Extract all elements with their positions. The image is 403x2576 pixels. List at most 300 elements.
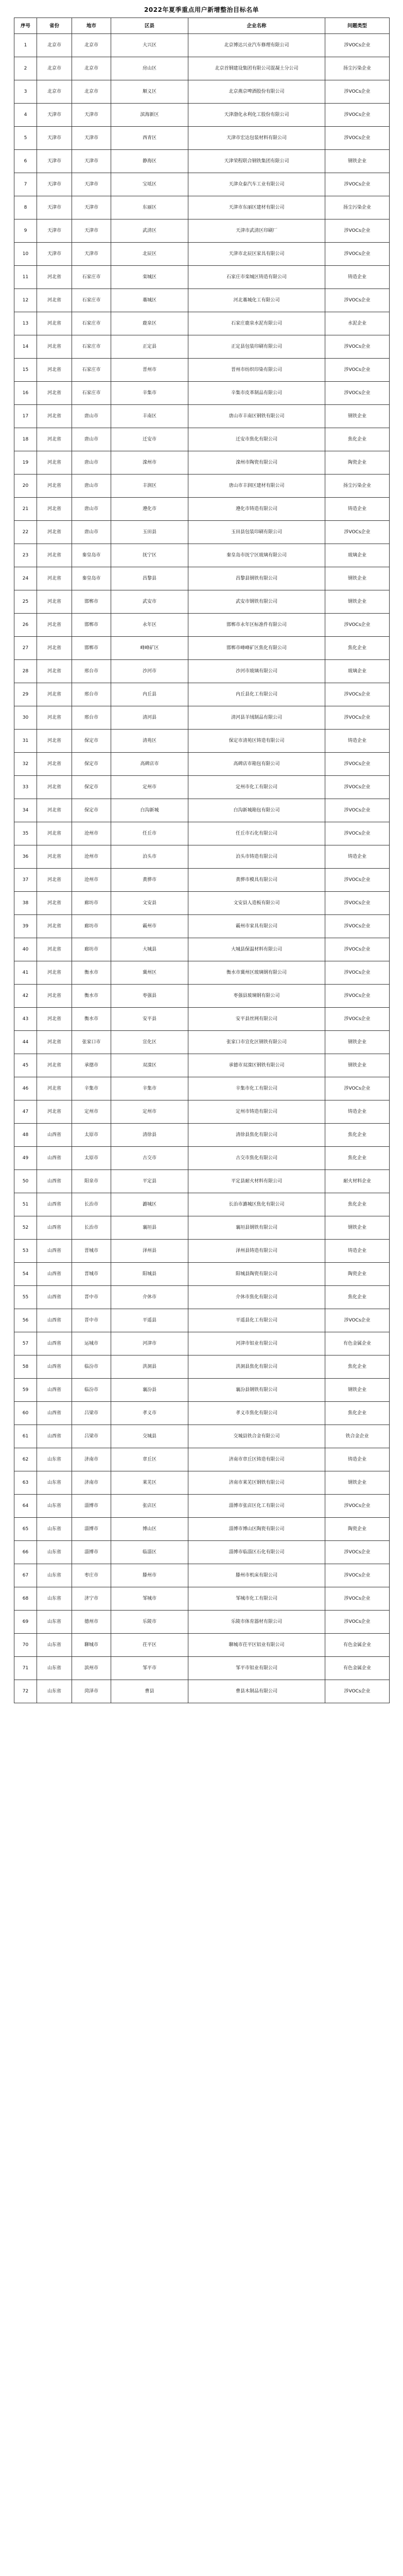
cell-city: 天津市 [72,104,111,127]
cell-province: 山西省 [37,1379,72,1402]
cell-index: 40 [14,938,37,961]
cell-issue-type: 水泥企业 [325,312,390,335]
cell-province: 山东省 [37,1518,72,1541]
cell-index: 64 [14,1495,37,1518]
cell-company: 定州市铸造有限公司 [188,1100,325,1124]
cell-company: 泽州县铸造有限公司 [188,1240,325,1263]
table-row [14,869,389,892]
cell-district: 东丽区 [111,196,188,219]
cell-issue-type: 钢铁企业 [325,590,390,614]
cell-index: 57 [14,1332,37,1355]
cell-city: 邯郸市 [72,637,111,660]
cell-company: 天津渤化永利化工股份有限公司 [188,104,325,127]
cell-index: 56 [14,1309,37,1332]
cell-district: 西青区 [111,127,188,150]
cell-issue-type: 涉VOCs企业 [325,382,390,405]
table-row [14,1657,389,1680]
cell-index: 20 [14,474,37,498]
cell-district: 宝坻区 [111,173,188,196]
cell-district: 泽州县 [111,1240,188,1263]
cell-province: 河北省 [37,1100,72,1124]
cell-company: 襄垣县钢铁有限公司 [188,1216,325,1240]
cell-index: 35 [14,822,37,845]
cell-index: 28 [14,660,37,683]
cell-index: 25 [14,590,37,614]
cell-district: 任丘市 [111,822,188,845]
cell-company: 泊头市铸造有限公司 [188,845,325,869]
cell-district: 河津市 [111,1332,188,1355]
cell-district: 清河县 [111,706,188,730]
cell-issue-type: 玻璃企业 [325,660,390,683]
cell-issue-type: 钢铁企业 [325,1054,390,1077]
cell-city: 石家庄市 [72,382,111,405]
cell-issue-type: 涉VOCs企业 [325,614,390,637]
cell-company: 清河县羊绒制品有限公司 [188,706,325,730]
cell-province: 河北省 [37,776,72,799]
cell-district: 泊头市 [111,845,188,869]
cell-district: 洪洞县 [111,1355,188,1379]
cell-issue-type: 涉VOCs企业 [325,1564,390,1587]
table-row [14,660,389,683]
cell-province: 河北省 [37,451,72,474]
cell-district: 博山区 [111,1518,188,1541]
cell-district: 滨海新区 [111,104,188,127]
cell-company: 遵化市铸造有限公司 [188,498,325,521]
cell-city: 邯郸市 [72,590,111,614]
cell-city: 廊坊市 [72,892,111,915]
table-row [14,405,389,428]
cell-city: 邯郸市 [72,614,111,637]
cell-company: 武安市钢铁有限公司 [188,590,325,614]
cell-province: 北京市 [37,57,72,80]
table-row [14,382,389,405]
cell-city: 淄博市 [72,1541,111,1564]
cell-issue-type: 扬尘污染企业 [325,474,390,498]
cell-city: 天津市 [72,150,111,173]
cell-province: 天津市 [37,127,72,150]
cell-province: 山西省 [37,1402,72,1425]
cell-issue-type: 涉VOCs企业 [325,80,390,104]
cell-index: 45 [14,1054,37,1077]
cell-index: 29 [14,683,37,706]
cell-index: 32 [14,753,37,776]
cell-index: 31 [14,730,37,753]
cell-province: 河北省 [37,683,72,706]
cell-city: 临汾市 [72,1379,111,1402]
table-row [14,1518,389,1541]
cell-province: 山东省 [37,1611,72,1634]
cell-index: 22 [14,521,37,544]
cell-company: 邯郸市永年区标准件有限公司 [188,614,325,637]
cell-province: 河北省 [37,915,72,938]
cell-province: 河北省 [37,869,72,892]
cell-province: 山西省 [37,1170,72,1193]
cell-city: 邢台市 [72,706,111,730]
table-row [14,312,389,335]
cell-district: 正定县 [111,335,188,359]
cell-issue-type: 钢铁企业 [325,150,390,173]
cell-company: 枣强县玻璃钢有限公司 [188,985,325,1008]
cell-index: 39 [14,915,37,938]
table-row [14,845,389,869]
table-row [14,1008,389,1031]
cell-city: 天津市 [72,127,111,150]
table-row [14,915,389,938]
cell-issue-type: 涉VOCs企业 [325,683,390,706]
cell-district: 滦州市 [111,451,188,474]
cell-city: 德州市 [72,1611,111,1634]
cell-issue-type: 涉VOCs企业 [325,938,390,961]
cell-company: 河北藁城化工有限公司 [188,289,325,312]
cell-city: 廊坊市 [72,938,111,961]
cell-issue-type: 铁合金企业 [325,1425,390,1448]
cell-index: 72 [14,1680,37,1703]
cell-city: 淄博市 [72,1495,111,1518]
cell-province: 山西省 [37,1309,72,1332]
cell-index: 50 [14,1170,37,1193]
cell-district: 霸州市 [111,915,188,938]
cell-index: 36 [14,845,37,869]
header-company: 企业名称 [188,18,325,34]
table-body [14,34,389,1703]
cell-issue-type: 焦化企业 [325,428,390,451]
cell-company: 阳城县陶瓷有限公司 [188,1263,325,1286]
cell-district: 潞城区 [111,1193,188,1216]
table-row [14,683,389,706]
cell-city: 邢台市 [72,660,111,683]
table-row [14,1379,389,1402]
cell-issue-type: 钢铁企业 [325,1031,390,1054]
cell-company: 内丘县化工有限公司 [188,683,325,706]
table-row [14,150,389,173]
cell-company: 孝义市焦化有限公司 [188,1402,325,1425]
table-row [14,57,389,80]
cell-district: 峰峰矿区 [111,637,188,660]
cell-district: 乐陵市 [111,1611,188,1634]
cell-index: 49 [14,1147,37,1170]
cell-district: 丰润区 [111,474,188,498]
cell-province: 河北省 [37,637,72,660]
cell-issue-type: 涉VOCs企业 [325,915,390,938]
cell-company: 霸州市家具有限公司 [188,915,325,938]
cell-issue-type: 铸造企业 [325,266,390,289]
cell-city: 济宁市 [72,1587,111,1611]
cell-issue-type: 有色金属企业 [325,1634,390,1657]
cell-company: 张家口市宣化区钢铁有限公司 [188,1031,325,1054]
table-row [14,1448,389,1471]
cell-index: 70 [14,1634,37,1657]
cell-issue-type: 涉VOCs企业 [325,1587,390,1611]
cell-issue-type: 玻璃企业 [325,544,390,567]
table-row [14,80,389,104]
cell-index: 46 [14,1077,37,1100]
cell-index: 3 [14,80,37,104]
cell-company: 石家庄鹿泉水泥有限公司 [188,312,325,335]
cell-index: 43 [14,1008,37,1031]
cell-city: 承德市 [72,1054,111,1077]
cell-index: 24 [14,567,37,590]
cell-district: 大城县 [111,938,188,961]
cell-province: 河北省 [37,474,72,498]
cell-province: 山东省 [37,1471,72,1495]
cell-company: 北京首钢建设集团有限公司混凝土分公司 [188,57,325,80]
cell-issue-type: 焦化企业 [325,1193,390,1216]
cell-province: 天津市 [37,104,72,127]
cell-index: 19 [14,451,37,474]
table-row [14,196,389,219]
cell-province: 山西省 [37,1286,72,1309]
cell-issue-type: 钢铁企业 [325,567,390,590]
table-row [14,1564,389,1587]
table-row [14,1541,389,1564]
cell-district: 玉田县 [111,521,188,544]
cell-company: 邹城市化工有限公司 [188,1587,325,1611]
cell-company: 滕州市机床有限公司 [188,1564,325,1587]
cell-district: 交城县 [111,1425,188,1448]
cell-province: 河北省 [37,938,72,961]
cell-province: 河北省 [37,590,72,614]
table-row [14,474,389,498]
table-row [14,1286,389,1309]
cell-issue-type: 涉VOCs企业 [325,869,390,892]
table-row [14,173,389,196]
cell-city: 晋城市 [72,1240,111,1263]
cell-index: 38 [14,892,37,915]
cell-city: 天津市 [72,243,111,266]
cell-company: 衡水市冀州区玻璃钢有限公司 [188,961,325,985]
cell-city: 北京市 [72,34,111,57]
cell-city: 聊城市 [72,1634,111,1657]
cell-company: 天津荣程联合钢铁集团有限公司 [188,150,325,173]
cell-issue-type: 涉VOCs企业 [325,1611,390,1634]
cell-province: 河北省 [37,405,72,428]
cell-company: 交城县铁合金有限公司 [188,1425,325,1448]
cell-province: 山东省 [37,1657,72,1680]
header-issue-type: 问题类型 [325,18,390,34]
cell-company: 清徐县焦化有限公司 [188,1124,325,1147]
cell-province: 山东省 [37,1448,72,1471]
cell-province: 河北省 [37,289,72,312]
cell-index: 16 [14,382,37,405]
cell-index: 63 [14,1471,37,1495]
cell-index: 30 [14,706,37,730]
cell-district: 沙河市 [111,660,188,683]
cell-issue-type: 涉VOCs企业 [325,706,390,730]
cell-province: 河北省 [37,428,72,451]
cell-index: 68 [14,1587,37,1611]
cell-province: 河北省 [37,1054,72,1077]
cell-district: 双滦区 [111,1054,188,1077]
table-row [14,1100,389,1124]
cell-index: 66 [14,1541,37,1564]
cell-index: 58 [14,1355,37,1379]
cell-province: 山东省 [37,1587,72,1611]
cell-company: 乐陵市体育器材有限公司 [188,1611,325,1634]
cell-city: 晋城市 [72,1263,111,1286]
cell-company: 北京博达兴业汽车修理有限公司 [188,34,325,57]
table-row [14,1309,389,1332]
table-row [14,799,389,822]
table-row [14,1425,389,1448]
cell-index: 6 [14,150,37,173]
cell-index: 21 [14,498,37,521]
cell-city: 北京市 [72,80,111,104]
cell-province: 河北省 [37,382,72,405]
cell-district: 文安县 [111,892,188,915]
cell-province: 河北省 [37,614,72,637]
cell-province: 山西省 [37,1355,72,1379]
cell-district: 定州市 [111,776,188,799]
cell-city: 秦皇岛市 [72,567,111,590]
cell-province: 河北省 [37,660,72,683]
cell-province: 河北省 [37,845,72,869]
cell-index: 44 [14,1031,37,1054]
cell-district: 安平县 [111,1008,188,1031]
cell-index: 62 [14,1448,37,1471]
header-district: 区县 [111,18,188,34]
cell-district: 静海区 [111,150,188,173]
cell-company: 黄骅市模具有限公司 [188,869,325,892]
cell-city: 衡水市 [72,961,111,985]
cell-issue-type: 涉VOCs企业 [325,219,390,243]
cell-company: 沙河市玻璃有限公司 [188,660,325,683]
table-row [14,1495,389,1518]
cell-issue-type: 耐火材料企业 [325,1170,390,1193]
cell-index: 55 [14,1286,37,1309]
cell-city: 唐山市 [72,474,111,498]
cell-company: 平定县耐火材料有限公司 [188,1170,325,1193]
table-row [14,1216,389,1240]
document-title: 2022年夏季重点用户新增整治目标名单 [144,6,259,13]
cell-city: 辛集市 [72,1077,111,1100]
cell-issue-type: 铸造企业 [325,1240,390,1263]
cell-company: 辛集市皮革制品有限公司 [188,382,325,405]
cell-company: 长治市潞城区焦化有限公司 [188,1193,325,1216]
cell-company: 定州市化工有限公司 [188,776,325,799]
cell-index: 60 [14,1402,37,1425]
cell-issue-type: 铸造企业 [325,498,390,521]
table-row [14,359,389,382]
table-header [14,18,389,34]
cell-company: 介休市焦化有限公司 [188,1286,325,1309]
cell-index: 67 [14,1564,37,1587]
cell-index: 23 [14,544,37,567]
cell-index: 14 [14,335,37,359]
cell-province: 河北省 [37,335,72,359]
cell-city: 保定市 [72,799,111,822]
cell-city: 运城市 [72,1332,111,1355]
cell-issue-type: 陶瓷企业 [325,1518,390,1541]
cell-province: 山西省 [37,1147,72,1170]
table-row [14,1193,389,1216]
cell-city: 滨州市 [72,1657,111,1680]
cell-issue-type: 涉VOCs企业 [325,104,390,127]
cell-district: 武清区 [111,219,188,243]
cell-district: 晋州市 [111,359,188,382]
cell-city: 廊坊市 [72,915,111,938]
cell-province: 天津市 [37,243,72,266]
cell-company: 平遥县化工有限公司 [188,1309,325,1332]
cell-city: 吕梁市 [72,1425,111,1448]
cell-company: 石家庄市栾城区铸造有限公司 [188,266,325,289]
table-row [14,1031,389,1054]
cell-issue-type: 涉VOCs企业 [325,1495,390,1518]
cell-district: 顺义区 [111,80,188,104]
table-row [14,243,389,266]
cell-city: 石家庄市 [72,359,111,382]
cell-district: 辛集市 [111,382,188,405]
cell-issue-type: 有色金属企业 [325,1332,390,1355]
cell-city: 济南市 [72,1471,111,1495]
cell-index: 65 [14,1518,37,1541]
cell-company: 淄博市博山区陶瓷有限公司 [188,1518,325,1541]
cell-index: 18 [14,428,37,451]
cell-district: 遵化市 [111,498,188,521]
cell-district: 襄垣县 [111,1216,188,1240]
cell-province: 河北省 [37,359,72,382]
cell-city: 沧州市 [72,869,111,892]
cell-district: 清徐县 [111,1124,188,1147]
cell-city: 邢台市 [72,683,111,706]
cell-issue-type: 焦化企业 [325,1402,390,1425]
cell-province: 河北省 [37,567,72,590]
cell-index: 34 [14,799,37,822]
cell-district: 平定县 [111,1170,188,1193]
cell-company: 邯郸市峰峰矿区焦化有限公司 [188,637,325,660]
cell-issue-type: 涉VOCs企业 [325,289,390,312]
cell-company: 大城县保温材料有限公司 [188,938,325,961]
cell-issue-type: 涉VOCs企业 [325,359,390,382]
cell-district: 孝义市 [111,1402,188,1425]
cell-company: 河津市铝业有限公司 [188,1332,325,1355]
cell-district: 邹平市 [111,1657,188,1680]
table-row [14,567,389,590]
table-row [14,289,389,312]
cell-district: 临淄区 [111,1541,188,1564]
cell-city: 衡水市 [72,985,111,1008]
cell-index: 61 [14,1425,37,1448]
cell-company: 聊城市茌平区铝业有限公司 [188,1634,325,1657]
table-row [14,822,389,845]
cell-company: 滦州市陶瓷有限公司 [188,451,325,474]
cell-district: 昌黎县 [111,567,188,590]
cell-district: 章丘区 [111,1448,188,1471]
cell-index: 59 [14,1379,37,1402]
cell-index: 41 [14,961,37,985]
cell-issue-type: 钢铁企业 [325,1216,390,1240]
cell-province: 河北省 [37,312,72,335]
cell-city: 保定市 [72,776,111,799]
cell-company: 唐山市丰润区建材有限公司 [188,474,325,498]
table-row [14,1077,389,1100]
cell-province: 山西省 [37,1240,72,1263]
cell-district: 阳城县 [111,1263,188,1286]
table-row [14,1587,389,1611]
cell-province: 河北省 [37,498,72,521]
cell-company: 承德市双滦区钢铁有限公司 [188,1054,325,1077]
cell-province: 北京市 [37,34,72,57]
cell-company: 曹县木制品有限公司 [188,1680,325,1703]
table-row [14,1332,389,1355]
cell-city: 长治市 [72,1216,111,1240]
cell-district: 襄汾县 [111,1379,188,1402]
cell-city: 天津市 [72,219,111,243]
cell-city: 张家口市 [72,1031,111,1054]
cell-district: 栾城区 [111,266,188,289]
cell-city: 定州市 [72,1100,111,1124]
cell-district: 房山区 [111,57,188,80]
cell-issue-type: 钢铁企业 [325,1471,390,1495]
